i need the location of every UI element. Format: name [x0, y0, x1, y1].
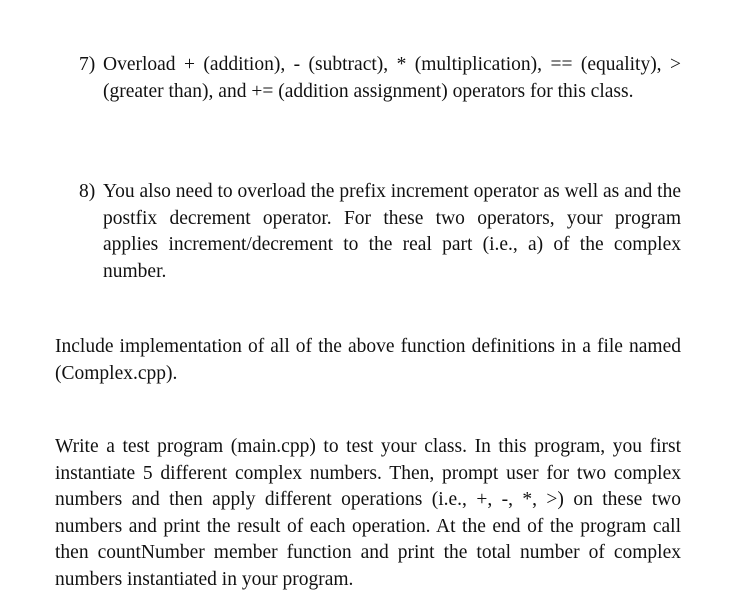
- test-program-paragraph: Write a test program (main.cpp) to test your class. In this program, you first instantiate 5 different complex numbers. Then, prompt user for two complex numbers and then apply different operations (i.e., +, -, *, >) on these two numbers and print the result of each operation. At the end of the program call then countNumber member function and print the total number of complex numbers instantiated in your program.: [55, 436, 681, 590]
- list-item-text: You also need to overload the prefix increment operator as well as and the postfix decrement operator. For these two operators, your program applies increment/decrement to the real part (i.e., a) of the complex number.: [103, 181, 681, 282]
- list-item-number: 8): [79, 181, 96, 202]
- list-item-7: [79, 52, 681, 105]
- list-item-8: [79, 179, 681, 285]
- list-item-text: Overload + (addition), - (subtract), * (multiplication), == (equality), > (greater than), and += (addition assignment) operators for this class.: [103, 54, 681, 102]
- implementation-paragraph: Include implementation of all of the above function definitions in a file named (Complex.cpp).: [55, 336, 681, 384]
- list-item-number: 7): [79, 54, 96, 75]
